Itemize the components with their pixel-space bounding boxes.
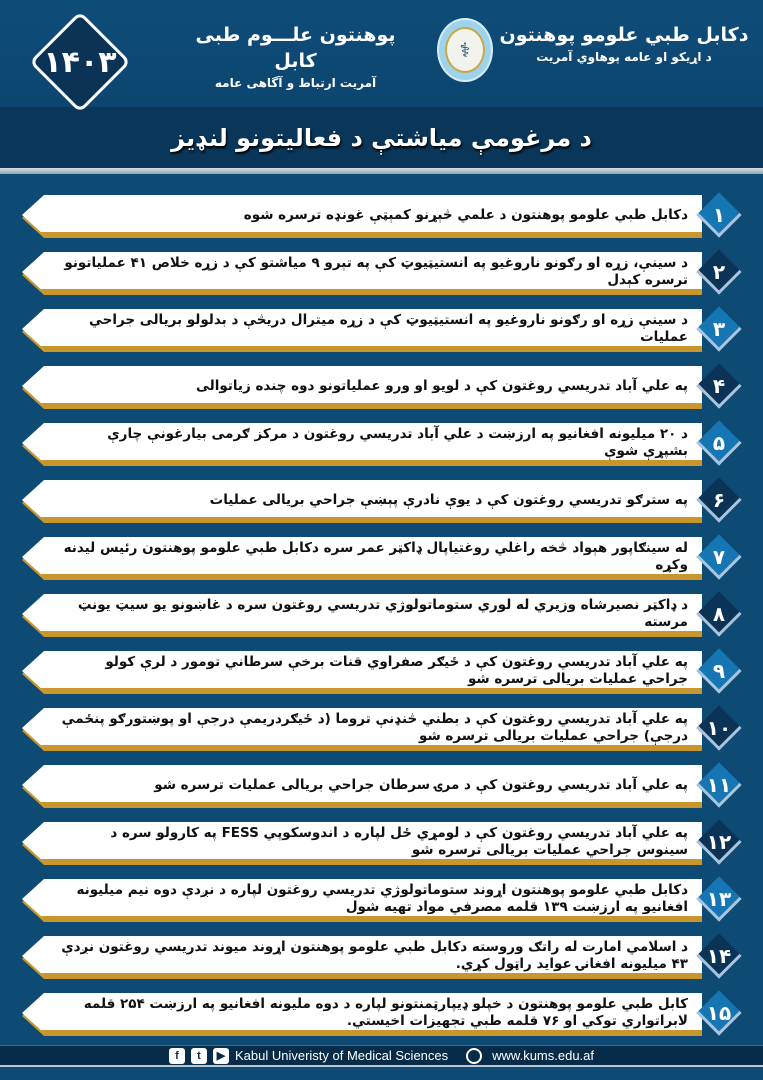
- item-number: ۹: [712, 659, 726, 683]
- item-number: ۶: [712, 488, 726, 512]
- item-text: په علي آباد تدریسي روغتون کې د بطني څنډنې تروما (د ځیګردریمې درجې او پوښتورګو پنځمې درجې) جراحي عملیات بریالی ترسره شو: [61, 711, 688, 744]
- list-item: [22, 817, 750, 867]
- list-item: [22, 418, 750, 468]
- item-text: د سینې زړه او رګونو ناروغیو په انستیټیوټ کې د زړه میترال دریڅې د بدلولو بریالی جراحي عملیات: [88, 312, 688, 345]
- item-number: ۱۵: [706, 1001, 732, 1025]
- item-number: ۷: [712, 545, 726, 569]
- year-badge: [30, 12, 130, 112]
- title-bar: [0, 107, 763, 168]
- year-number: ۱۴۰۳: [43, 44, 117, 80]
- list-item: [22, 532, 750, 582]
- item-number: ۱۲: [706, 830, 732, 854]
- item-text: له سینګاپور هېواد څخه راغلي روغتیاپال ډاکټر عمر سره دکابل طبي علومو پوهنتون رئیس لیدنه وکړه: [63, 540, 688, 573]
- item-number: ۳: [712, 317, 726, 341]
- item-number-badge: [696, 192, 742, 238]
- list-item: [22, 931, 750, 981]
- item-number-badge: [696, 648, 742, 694]
- item-number-badge: [696, 591, 742, 637]
- item-number-badge: [696, 990, 742, 1036]
- item-number: ۱۳: [706, 887, 732, 911]
- item-text: په علي آباد تدریسي روغتون کې د مرۍ سرطان جراحي بریالی عملیات ترسره شو: [154, 776, 688, 793]
- list-item: [22, 247, 750, 297]
- item-number: ۱۱: [706, 773, 732, 797]
- item-text: د سینې، زړه او رګونو ناروغیو په انستیټیوټ کې په تېرو ۹ میاشتو کې د زړه خلاص ۴۱ عملیاتونو ترسره کېدل: [64, 255, 688, 288]
- item-text: په علي آباد تدریسي روغتون کې د لومړي ځل لپاره د اندوسکوپي FESS په کارولو سره د سینوس جراحي عملیات بریالی ترسره شو: [110, 825, 688, 858]
- title-divider: [0, 168, 763, 174]
- globe-icon: [466, 1048, 482, 1064]
- list-item: [22, 874, 750, 924]
- item-number: ۸: [712, 602, 726, 626]
- item-number-badge: [696, 363, 742, 409]
- item-number-badge: [696, 762, 742, 808]
- item-number-badge: [696, 534, 742, 580]
- header-pashto-title: دکابل طبي علومو پوهنتون: [499, 24, 749, 46]
- header-dari-title: پوهنتون علـــوم طبی کابل: [195, 24, 396, 72]
- item-number-badge: [696, 477, 742, 523]
- item-number: ۲: [712, 260, 726, 284]
- list-item: [22, 760, 750, 810]
- item-text: د ډاکټر نصیرشاه وزیري له لوري ستوماتولوژي تدریسي روغتون سره د غاښونو یو سیټ یونټ مرسته: [77, 597, 688, 630]
- list-item: [22, 703, 750, 753]
- item-number: ۵: [712, 431, 726, 455]
- list-item: [22, 304, 750, 354]
- facebook-icon[interactable]: f: [169, 1048, 185, 1064]
- item-number-badge: [696, 705, 742, 751]
- item-number-badge: [696, 933, 742, 979]
- caduceus-book-icon: ⚕: [445, 27, 485, 73]
- item-number: ۱۰: [706, 716, 732, 740]
- item-number: ۱: [712, 203, 726, 227]
- footer-website-link[interactable]: www.kums.edu.af: [492, 1048, 595, 1063]
- item-number: ۱۴: [706, 944, 732, 968]
- item-text: په سترګو تدریسي روغتون کې د یوې نادرې پېښې جراحي بریالی عملیات: [209, 491, 688, 508]
- list-item: [22, 589, 750, 639]
- item-text: د ۲۰ میلیونه افغانیو په ارزښت د علي آباد تدریسي روغتون د مرکز ګرمی بیارغونې چارې بشپړې شوې: [107, 426, 688, 459]
- header-dari-subtitle: آمریت ارتباط و آگاهی عامه: [214, 76, 377, 90]
- list-item: [22, 190, 750, 240]
- list-item: [22, 988, 750, 1038]
- footer-university-name: Kabul Univeristy of Medical Sciences: [234, 1048, 449, 1063]
- youtube-icon[interactable]: ▶: [213, 1048, 229, 1064]
- item-text: په علي آباد تدریسي روغتون کې د ځیګر صفراوي قنات برخې سرطاني تومور د لرې کولو جراحي عملیات بریالی ترسره شو: [105, 654, 688, 687]
- header-pashto-block: [499, 22, 749, 66]
- list-item: [22, 475, 750, 525]
- header-pashto-subtitle: د اړیکو او عامه پوهاوي آمریت: [536, 50, 712, 64]
- item-text: کابل طبي علومو پوهنتون د خپلو ډیپارټمنتونو لپاره د دوه ملیونه افغانیو په ارزښت ۲۵۴ قلمه لابراتواري توکي او ۷۶ قلمه طبي تجهیزات اخیستي.: [83, 996, 688, 1029]
- header: [0, 0, 763, 107]
- item-number-badge: [696, 249, 742, 295]
- twitter-icon[interactable]: t: [191, 1048, 207, 1064]
- footer: [0, 1045, 763, 1067]
- item-number-badge: [696, 420, 742, 466]
- item-text: د اسلامي امارت له راتګ وروسته دکابل طبي علومو پوهنتون اړوند میوند تدریسي روغتون نږدې ۴۳ میلیونه افغانۍ عواید راټول کړي.: [61, 939, 688, 972]
- page-title: د مرغومې میاشتې د فعالیتونو لنډیز: [171, 123, 592, 152]
- university-seal-icon: [437, 18, 493, 82]
- item-text: دکابل طبي علومو پوهنتون اړوند ستوماتولوژي تدریسي روغتون لپاره د نږدې دوه نیم میلیونه افغانیو په ارزښت ۱۳۹ قلمه مصرفي مواد تهیه شول: [76, 882, 688, 915]
- list-item: [22, 646, 750, 696]
- item-number: ۴: [712, 374, 726, 398]
- list-item: [22, 361, 750, 411]
- item-number-badge: [696, 876, 742, 922]
- item-text: په علي آباد تدریسي روغتون کې د لویو او ورو عملیاتونو دوه چنده زیاتوالی: [195, 377, 688, 394]
- item-number-badge: [696, 306, 742, 352]
- item-text: دکابل طبي علومو پوهنتون د علمي څېړنو کمېټې غونډه ترسره شوه: [243, 206, 688, 223]
- item-number-badge: [696, 819, 742, 865]
- header-dari-block: [178, 22, 413, 92]
